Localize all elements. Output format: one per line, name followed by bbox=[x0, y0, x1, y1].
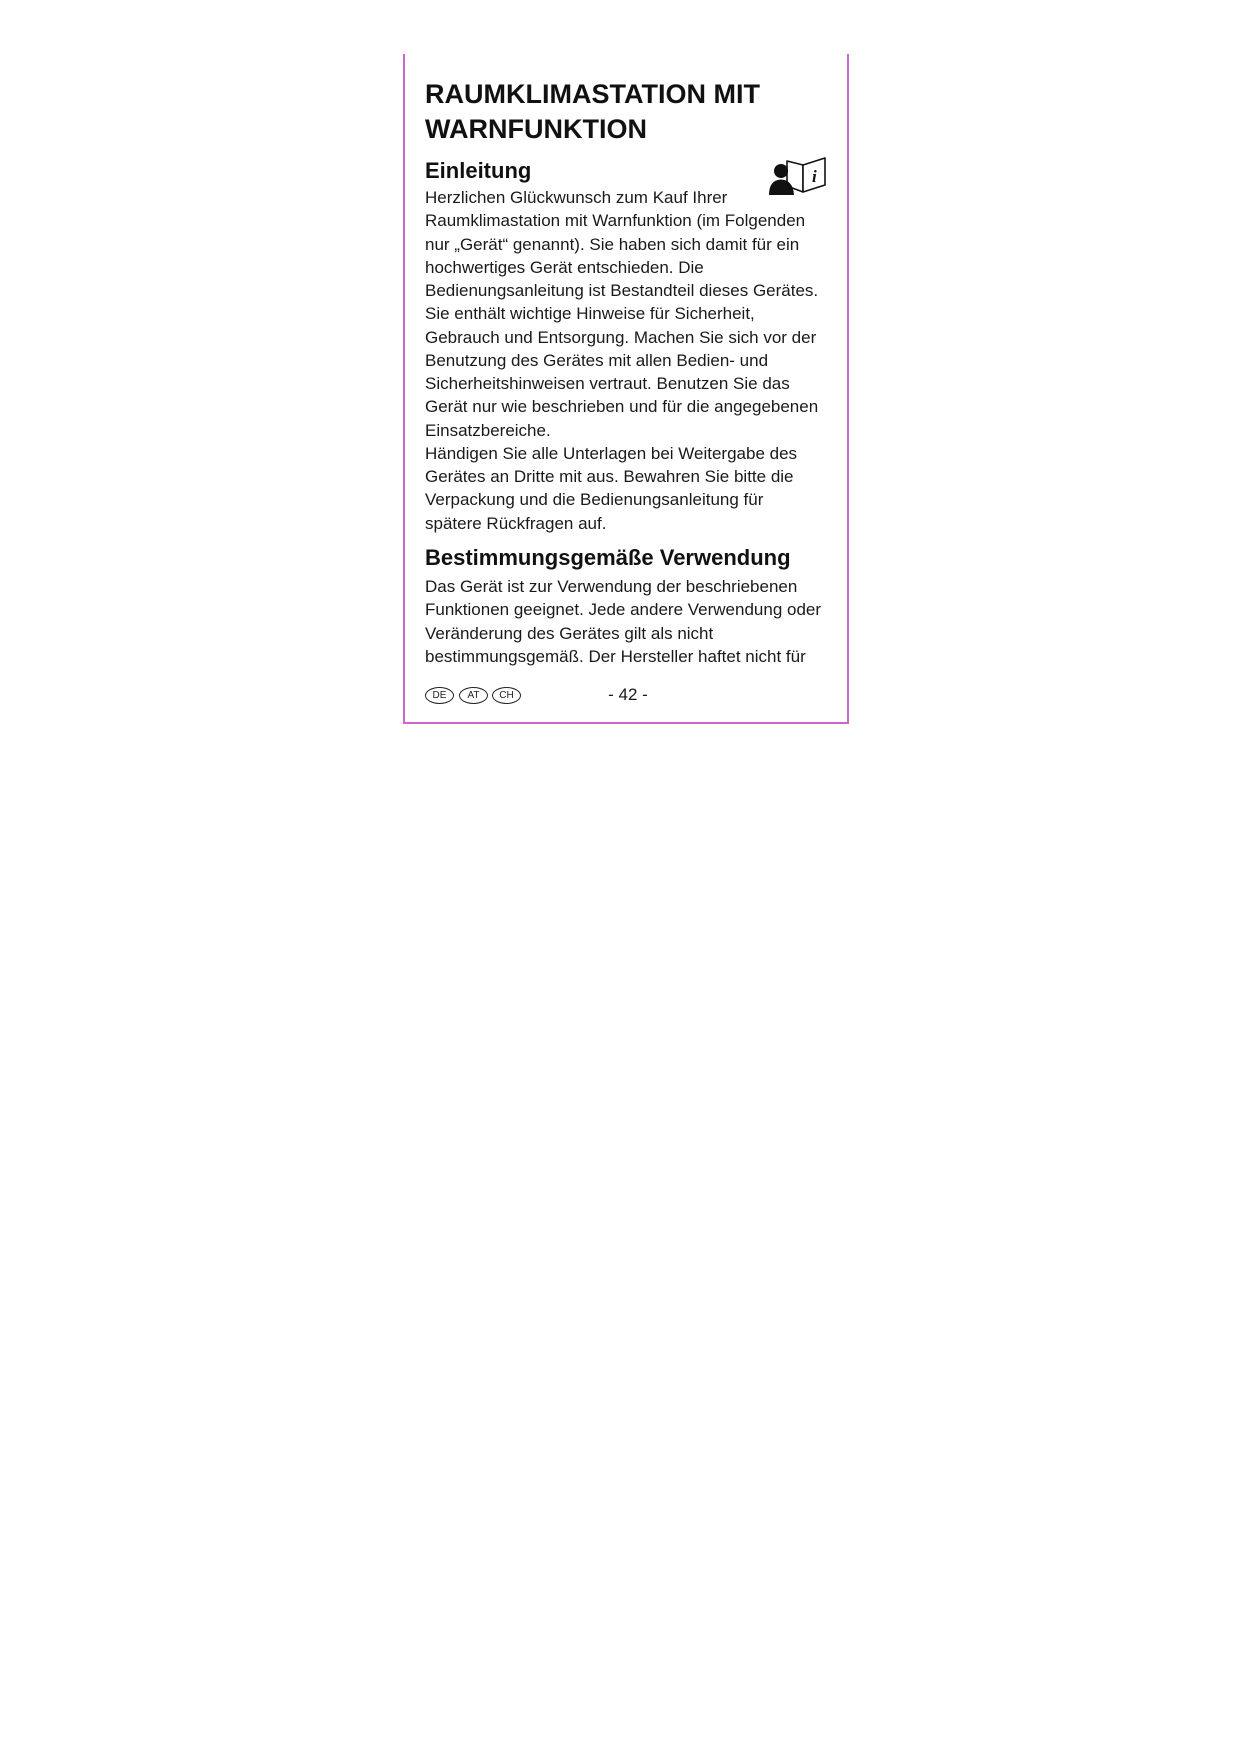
page-title bbox=[425, 77, 760, 147]
text-line: Sicherheitshinweisen vertraut. Benutzen Sie das bbox=[425, 374, 790, 393]
text-line: Herzlichen Glückwunsch zum Kauf Ihrer bbox=[425, 188, 728, 207]
country-badge-de: DE bbox=[425, 687, 454, 704]
text-line: Das Gerät ist zur Verwendung der beschriebenen bbox=[425, 577, 798, 596]
text-line: Veränderung des Gerätes gilt als nicht bbox=[425, 623, 714, 643]
text-line: Gerätes an Dritte mit aus. Bewahren Sie bitte die bbox=[425, 467, 794, 486]
section-heading-introduction: Einleitung bbox=[425, 158, 532, 183]
text-line: Funktionen geeignet. Jede andere Verwendung oder bbox=[425, 600, 822, 620]
svg-text:i: i bbox=[812, 167, 817, 186]
text-line: Händigen Sie alle Unterlagen bei Weitergabe des bbox=[425, 443, 798, 463]
text-line: hochwertiges Gerät entschieden. Die bbox=[425, 257, 704, 277]
title-line: WARNFUNKTION bbox=[425, 114, 647, 144]
text-line: Verpackung und die Bedienungsanleitung für bbox=[425, 490, 764, 510]
introduction-paragraph bbox=[425, 186, 818, 535]
title-line: RAUMKLIMASTATION MIT bbox=[425, 79, 760, 109]
text-line: Gebrauch und Entsorgung. Machen Sie sich vor der bbox=[425, 327, 817, 347]
country-badge-at: AT bbox=[459, 687, 488, 704]
text-line: bestimmungsgemäß. Der Hersteller haftet nicht für bbox=[425, 646, 806, 666]
text-line: Sie enthält wichtige Hinweise für Sicherheit, bbox=[425, 304, 755, 324]
section-heading-intended-use: Bestimmungsgemäße Verwendung bbox=[425, 545, 791, 570]
intended-use-paragraph bbox=[425, 575, 821, 668]
text-line: nur „Gerät“ genannt). Sie haben sich damit für ein bbox=[425, 234, 800, 254]
text-line: Benutzung des Gerätes mit allen Bedien- und bbox=[425, 350, 769, 370]
text-line: Bedienungsanleitung ist Bestandteil dieses Gerätes. bbox=[425, 281, 819, 300]
country-badge-ch: CH bbox=[492, 687, 521, 704]
text-line: Raumklimastation mit Warnfunktion (im Folgenden bbox=[425, 211, 806, 231]
text-line: Einsatzbereiche. bbox=[425, 420, 551, 440]
text-line: spätere Rückfragen auf. bbox=[425, 513, 607, 533]
page-number: - 42 - bbox=[608, 685, 648, 704]
text-line: Gerät nur wie beschrieben und für die angegebenen bbox=[425, 397, 819, 417]
